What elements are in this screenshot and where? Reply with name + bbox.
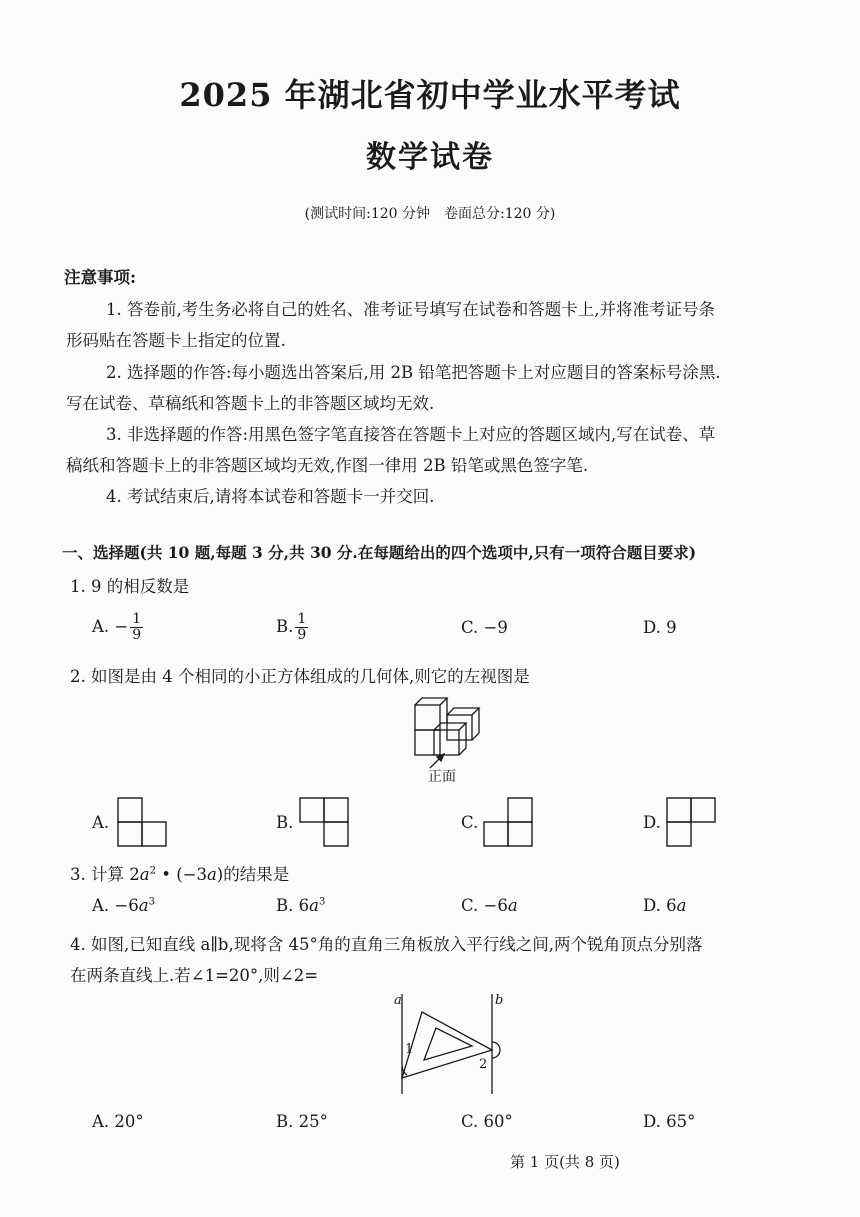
- fraction-denominator: 9: [132, 627, 142, 643]
- q4-option-d: D. 65°: [643, 1112, 696, 1131]
- q3-option-b: [276, 896, 325, 915]
- q2-option-a-figure: [116, 796, 170, 848]
- variable: a: [206, 865, 217, 884]
- multiply-dot: •: [161, 865, 171, 884]
- exponent: 2: [149, 865, 156, 877]
- notice-item1-line2: 形码贴在答题卡上指定的位置.: [66, 331, 286, 350]
- q3-option-c: [461, 896, 518, 915]
- fraction: [295, 612, 308, 643]
- exam-title: 2025 年湖北省初中学业水平考试: [179, 76, 681, 114]
- variable: a: [139, 865, 150, 884]
- notice-item4: 4. 考试结束后,请将本试卷和答题卡一并交回.: [106, 487, 435, 506]
- fraction-denominator: 9: [297, 627, 307, 643]
- q1-option-d: D. 9: [643, 618, 677, 637]
- exam-info: (测试时间:120 分钟 卷面总分:120 分): [304, 206, 556, 222]
- fraction: [130, 612, 143, 643]
- angle-1-label: 1: [405, 1042, 414, 1057]
- variable: a: [138, 896, 149, 915]
- angle-2-label: 2: [479, 1057, 488, 1072]
- q2-option-c-figure: [482, 796, 536, 848]
- q2-option-a-label: A.: [92, 813, 110, 832]
- q1-stem: 1. 9 的相反数是: [70, 577, 190, 596]
- line-b-label: b: [495, 993, 504, 1008]
- q2-figure-label: 正面: [428, 769, 456, 785]
- q2-option-d-figure: [665, 796, 719, 848]
- line-a-label: a: [394, 993, 402, 1008]
- q4-option-c: C. 60°: [461, 1112, 513, 1131]
- q3-option-d: [643, 896, 686, 915]
- notice-item3-line2: 稿纸和答题卡上的非答题区域均无效,作图一律用 2B 铅笔或黑色签字笔.: [66, 456, 589, 475]
- notice-item2-line2: 写在试卷、草稿纸和答题卡上的非答题区域均无效.: [66, 394, 435, 413]
- fraction-numerator: 1: [132, 611, 142, 627]
- q4-stem-line1: 4. 如图,已知直线 a∥b,现将含 45°角的直角三角板放入平行线之间,两个锐角顶点分别落: [70, 935, 703, 954]
- q3-option-a-text: A. −6: [92, 896, 139, 915]
- exponent: 3: [148, 896, 155, 908]
- q4-stem-line2: 在两条直线上.若∠1=20°,则∠2=: [70, 966, 319, 985]
- q1-option-a-label: A. −: [92, 617, 129, 636]
- q3-option-c-text: C. −6: [461, 896, 508, 915]
- notice-item2-line1: 2. 选择题的作答:每小题选出答案后,用 2B 铅笔把答题卡上对应题目的答案标号涂黑.: [106, 363, 721, 382]
- variable: a: [309, 896, 319, 915]
- q3-option-b-text: B. 6: [276, 896, 310, 915]
- section1-heading: 一、选择题(共 10 题,每题 3 分,共 30 分.在每题给出的四个选项中,只有一项符合题目要求): [62, 543, 697, 562]
- q2-option-b-label: B.: [276, 813, 294, 832]
- exam-subtitle: 数学试卷: [366, 140, 494, 175]
- fraction-numerator: 1: [297, 611, 307, 627]
- parallel-lines-figure: [380, 990, 510, 1100]
- q3-option-d-text: D. 6: [643, 896, 677, 915]
- q2-option-d-label: D.: [643, 813, 661, 832]
- q3-option-a: [92, 896, 155, 915]
- notice-item3-line1: 3. 非选择题的作答:用黑色签字笔直接答在答题卡上对应的答题区域内,写在试卷、草: [106, 425, 716, 444]
- q3-stem-mid: (−3: [176, 865, 207, 884]
- q2-stem: 2. 如图是由 4 个相同的小正方体组成的几何体,则它的左视图是: [70, 667, 530, 686]
- q3-stem-prefix: 3. 计算 2: [70, 865, 140, 884]
- q4-option-a: A. 20°: [92, 1112, 144, 1131]
- q1-option-b: [276, 612, 308, 643]
- variable: a: [507, 896, 518, 915]
- exponent: 3: [318, 896, 326, 908]
- notice-item1-line1: 1. 答卷前,考生务必将自己的姓名、准考证号填写在试卷和答题卡上,并将准考证号条: [106, 300, 715, 319]
- variable: a: [676, 896, 687, 915]
- q3-stem: [70, 861, 289, 885]
- q2-option-c-label: C.: [461, 813, 479, 832]
- q2-option-b-figure: [298, 796, 352, 848]
- notice-heading: 注意事项:: [64, 268, 137, 287]
- q1-option-c: C. −9: [461, 618, 508, 637]
- q1-option-a: [92, 612, 143, 643]
- q3-stem-suffix: )的结果是: [216, 865, 290, 884]
- q1-option-b-label: B.: [276, 617, 294, 636]
- page-number: 第 1 页(共 8 页): [510, 1153, 620, 1171]
- q4-option-b: B. 25°: [276, 1112, 328, 1131]
